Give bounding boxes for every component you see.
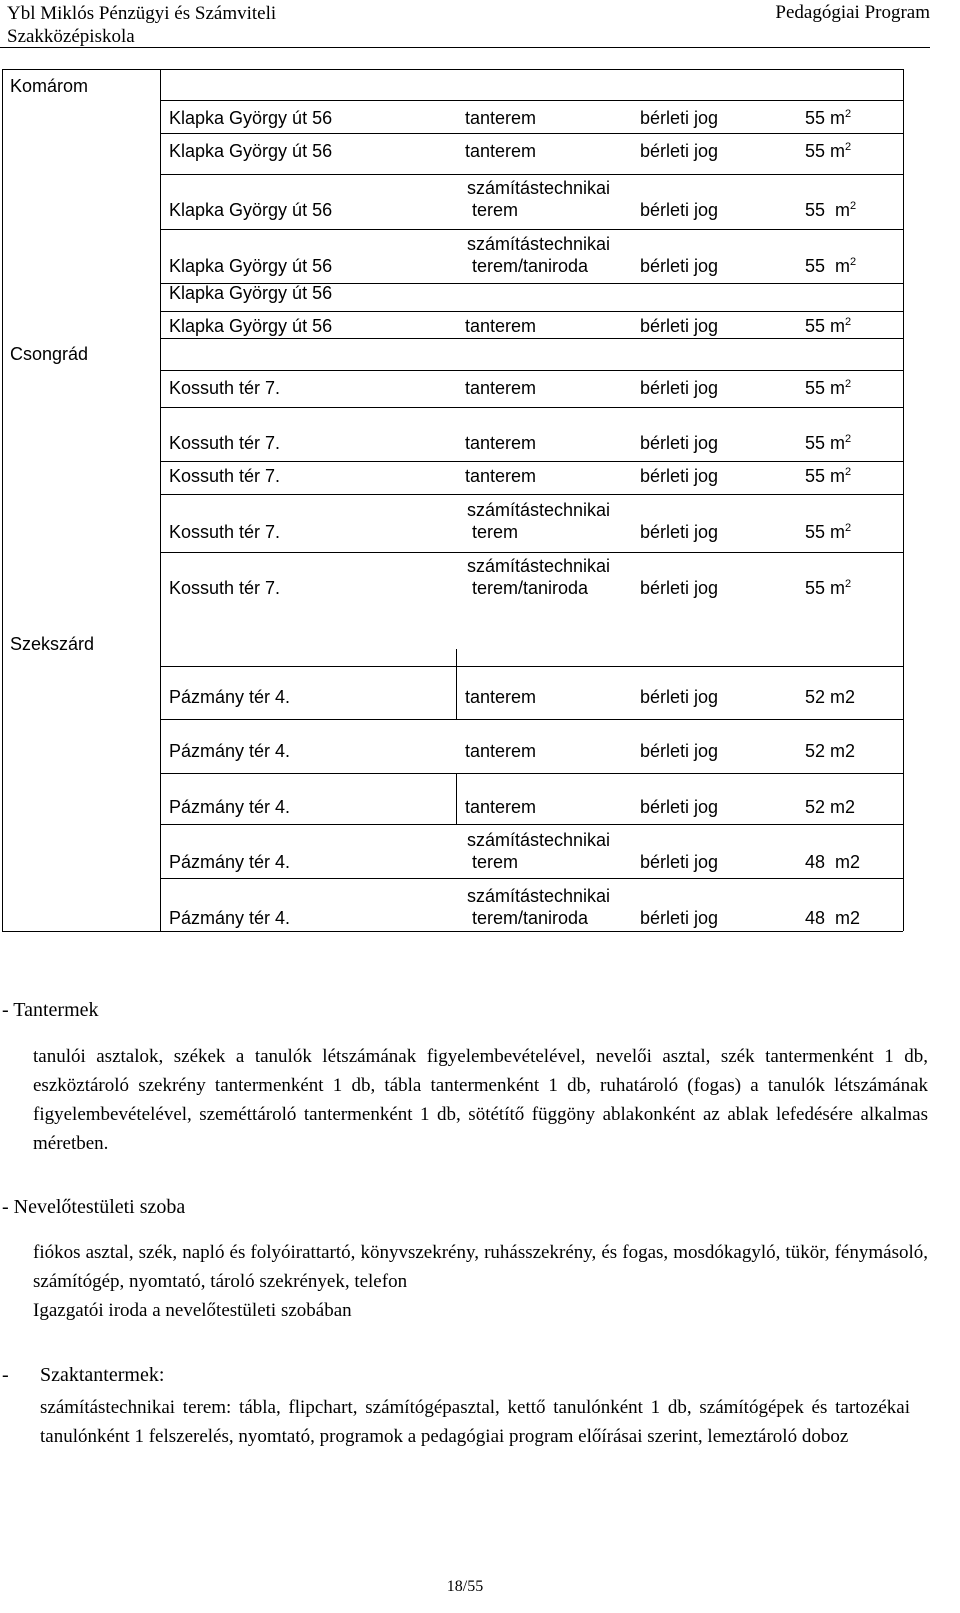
area-unit-exponent: 2 — [845, 108, 852, 120]
area-cell: 52 m2 — [805, 687, 856, 707]
area-unit-exponent: 2 — [845, 316, 852, 328]
tenure-cell: bérleti jog — [640, 908, 719, 928]
area-cell: 52 m2 — [805, 741, 856, 761]
area-cell: 55 $m^2$ — [805, 578, 852, 598]
table-rule — [160, 494, 903, 495]
area-unit-exponent: 2 — [845, 466, 852, 478]
area-unit-exponent: 2 — [845, 433, 852, 445]
area-cell: 48 m2 — [805, 852, 861, 872]
tenure-cell: bérleti jog — [640, 741, 719, 761]
room-type-cell: számítástechnikai — [467, 178, 611, 198]
area-cell: 55 $m^2$ — [805, 200, 857, 220]
tenure-cell: bérleti jog — [640, 578, 719, 598]
header-rule — [0, 47, 930, 48]
address-cell: Klapka György út 56 — [169, 256, 333, 276]
room-type-cell: terem — [472, 852, 519, 872]
school-name-line1: Ybl Miklós Pénzügyi és Számviteli — [7, 3, 277, 24]
table-rule — [160, 311, 456, 312]
room-type-cell: számítástechnikai — [467, 830, 611, 850]
area-unit-exponent: 2 — [850, 200, 857, 212]
area-cell: 55 $m^2$ — [805, 256, 857, 276]
section-body-szaktantermek: számítástechnikai terem: tábla, flipchart, számítógépasztal, kettő tanulónként 1 db, számítógépek és tartozékai tanulónként 1 felszerelés, nyomtató, programok a pedagógiai program előírásai szerint, lemeztároló doboz — [40, 1397, 910, 1447]
section-dash: - — [2, 1364, 9, 1386]
room-type-cell: terem — [472, 522, 519, 542]
area-cell: 55 $m^2$ — [805, 433, 852, 453]
room-type-cell: tanterem — [465, 741, 537, 761]
tenure-cell: bérleti jog — [640, 141, 719, 161]
address-cell: Klapka György út 56 — [169, 108, 333, 128]
section-body-tantermek: tanulói asztalok, székek a tanulók létszámának figyelembevételével, nevelői asztal, szék tantermenként 1 db, eszköztároló szekrény tantermenként 1 db, tábla tantermenként 1 db, ruhatároló (fogas) a tanulók létszámának figyelembevételével, szeméttároló tantermenként 1 db, sötétítő függöny ablakonként az ablak lefedésére alkalmas méretben. — [33, 1046, 928, 1154]
room-type-cell: tanterem — [465, 378, 537, 398]
tenure-cell: bérleti jog — [640, 108, 719, 128]
area-cell: 55 $m^2$ — [805, 141, 852, 161]
school-name-line2: Szakközépiskola — [7, 26, 135, 47]
area-cell: 55 $m^2$ — [805, 466, 852, 486]
address-cell: Pázmány tér 4. — [169, 908, 291, 928]
table-rule — [456, 311, 903, 312]
table-rule — [160, 666, 903, 667]
address-cell: Kossuth tér 7. — [169, 433, 281, 453]
area-unit-exponent: 2 — [845, 141, 852, 153]
room-type-cell: terem/taniroda — [472, 256, 589, 276]
table-rule — [160, 100, 903, 101]
city-label: Komárom — [10, 76, 89, 96]
page-number: 18/55 — [446, 1578, 484, 1595]
table-rule — [2, 69, 160, 70]
room-type-cell: tanterem — [465, 687, 537, 707]
address-cell: Kossuth tér 7. — [169, 578, 281, 598]
room-type-cell: terem/taniroda — [472, 578, 589, 598]
tenure-cell: bérleti jog — [640, 316, 719, 336]
city-label: Szekszárd — [10, 634, 95, 654]
table-rule — [160, 338, 903, 339]
city-label: Csongrád — [10, 344, 89, 364]
area-cell: 52 m2 — [805, 797, 856, 817]
table-rule — [160, 229, 903, 230]
address-cell: Kossuth tér 7. — [169, 522, 281, 542]
table-rule — [160, 552, 903, 553]
address-cell: Klapka György út 56 — [169, 316, 333, 336]
tenure-cell: bérleti jog — [640, 687, 719, 707]
address-cell: Pázmány tér 4. — [169, 687, 291, 707]
room-type-cell: számítástechnikai — [467, 556, 611, 576]
room-type-cell: terem — [472, 200, 519, 220]
address-cell: Pázmány tér 4. — [169, 741, 291, 761]
tenure-cell: bérleti jog — [640, 797, 719, 817]
document-title: Pedagógiai Program — [775, 2, 930, 23]
room-type-cell: tanterem — [465, 797, 537, 817]
table-rule — [160, 878, 903, 879]
tenure-cell: bérleti jog — [640, 466, 719, 486]
room-type-cell: tanterem — [465, 316, 537, 336]
section-body-igazgatoi: Igazgatói iroda a nevelőtestületi szobában — [33, 1300, 352, 1321]
table-rule — [903, 69, 904, 931]
section-heading-szaktantermek: Szaktantermek: — [40, 1364, 165, 1386]
tenure-cell: bérleti jog — [640, 200, 719, 220]
area-cell: 55 $m^2$ — [805, 108, 852, 128]
table-rule — [160, 174, 903, 175]
address-cell: Pázmány tér 4. — [169, 797, 291, 817]
area-cell: 55 $m^2$ — [805, 316, 852, 336]
tenure-cell: bérleti jog — [640, 378, 719, 398]
address-cell: Klapka György út 56 — [169, 200, 333, 220]
table-rule — [160, 69, 903, 70]
tenure-cell: bérleti jog — [640, 433, 719, 453]
table-rule — [160, 461, 903, 462]
section-body-nevelotestuleti: fiókos asztal, szék, napló és folyóirattartó, könyvszekrény, ruhásszekrény, és fogas, mosdókagyló, tükör, fénymásoló, számítógép, nyomtató, tároló szekrények, telefon — [33, 1242, 928, 1292]
area-cell: 55 $m^2$ — [805, 378, 852, 398]
tenure-cell: bérleti jog — [640, 852, 719, 872]
table-rule — [160, 69, 161, 931]
section-heading-nevelotestuleti: - Nevelőtestületi szoba — [2, 1196, 186, 1218]
table-rule — [2, 69, 3, 931]
section-heading-tantermek: - Tantermek — [2, 999, 99, 1021]
area-cell: 55 $m^2$ — [805, 522, 852, 542]
table-rule — [160, 773, 903, 774]
address-cell: Kossuth tér 7. — [169, 378, 281, 398]
room-type-cell: tanterem — [465, 108, 537, 128]
table-rule — [2, 931, 903, 932]
tenure-cell: bérleti jog — [640, 522, 719, 542]
area-unit-exponent: 2 — [845, 578, 852, 590]
room-type-cell: tanterem — [465, 466, 537, 486]
room-type-cell: terem/taniroda — [472, 908, 589, 928]
table-rule — [456, 649, 457, 719]
address-cell: Klapka György út 56 — [169, 141, 333, 161]
room-type-cell: számítástechnikai — [467, 886, 611, 906]
room-type-cell: tanterem — [465, 433, 537, 453]
address-cell: Pázmány tér 4. — [169, 852, 291, 872]
table-rule — [456, 773, 457, 824]
room-type-cell: tanterem — [465, 141, 537, 161]
area-unit-exponent: 2 — [850, 256, 857, 268]
tenure-cell: bérleti jog — [640, 256, 719, 276]
room-type-cell: számítástechnikai — [467, 234, 611, 254]
table-rule — [160, 133, 903, 134]
table-rule — [160, 824, 903, 825]
area-unit-exponent: 2 — [845, 378, 852, 390]
area-cell: 48 m2 — [805, 908, 861, 928]
table-rule — [160, 719, 903, 720]
table-rule — [160, 407, 903, 408]
room-type-cell: számítástechnikai — [467, 500, 611, 520]
table-rule — [160, 370, 903, 371]
address-cell: Kossuth tér 7. — [169, 466, 281, 486]
school-name — [7, 2, 276, 48]
area-unit-exponent: 2 — [845, 522, 852, 534]
address-cell: Klapka György út 56 — [169, 283, 333, 303]
